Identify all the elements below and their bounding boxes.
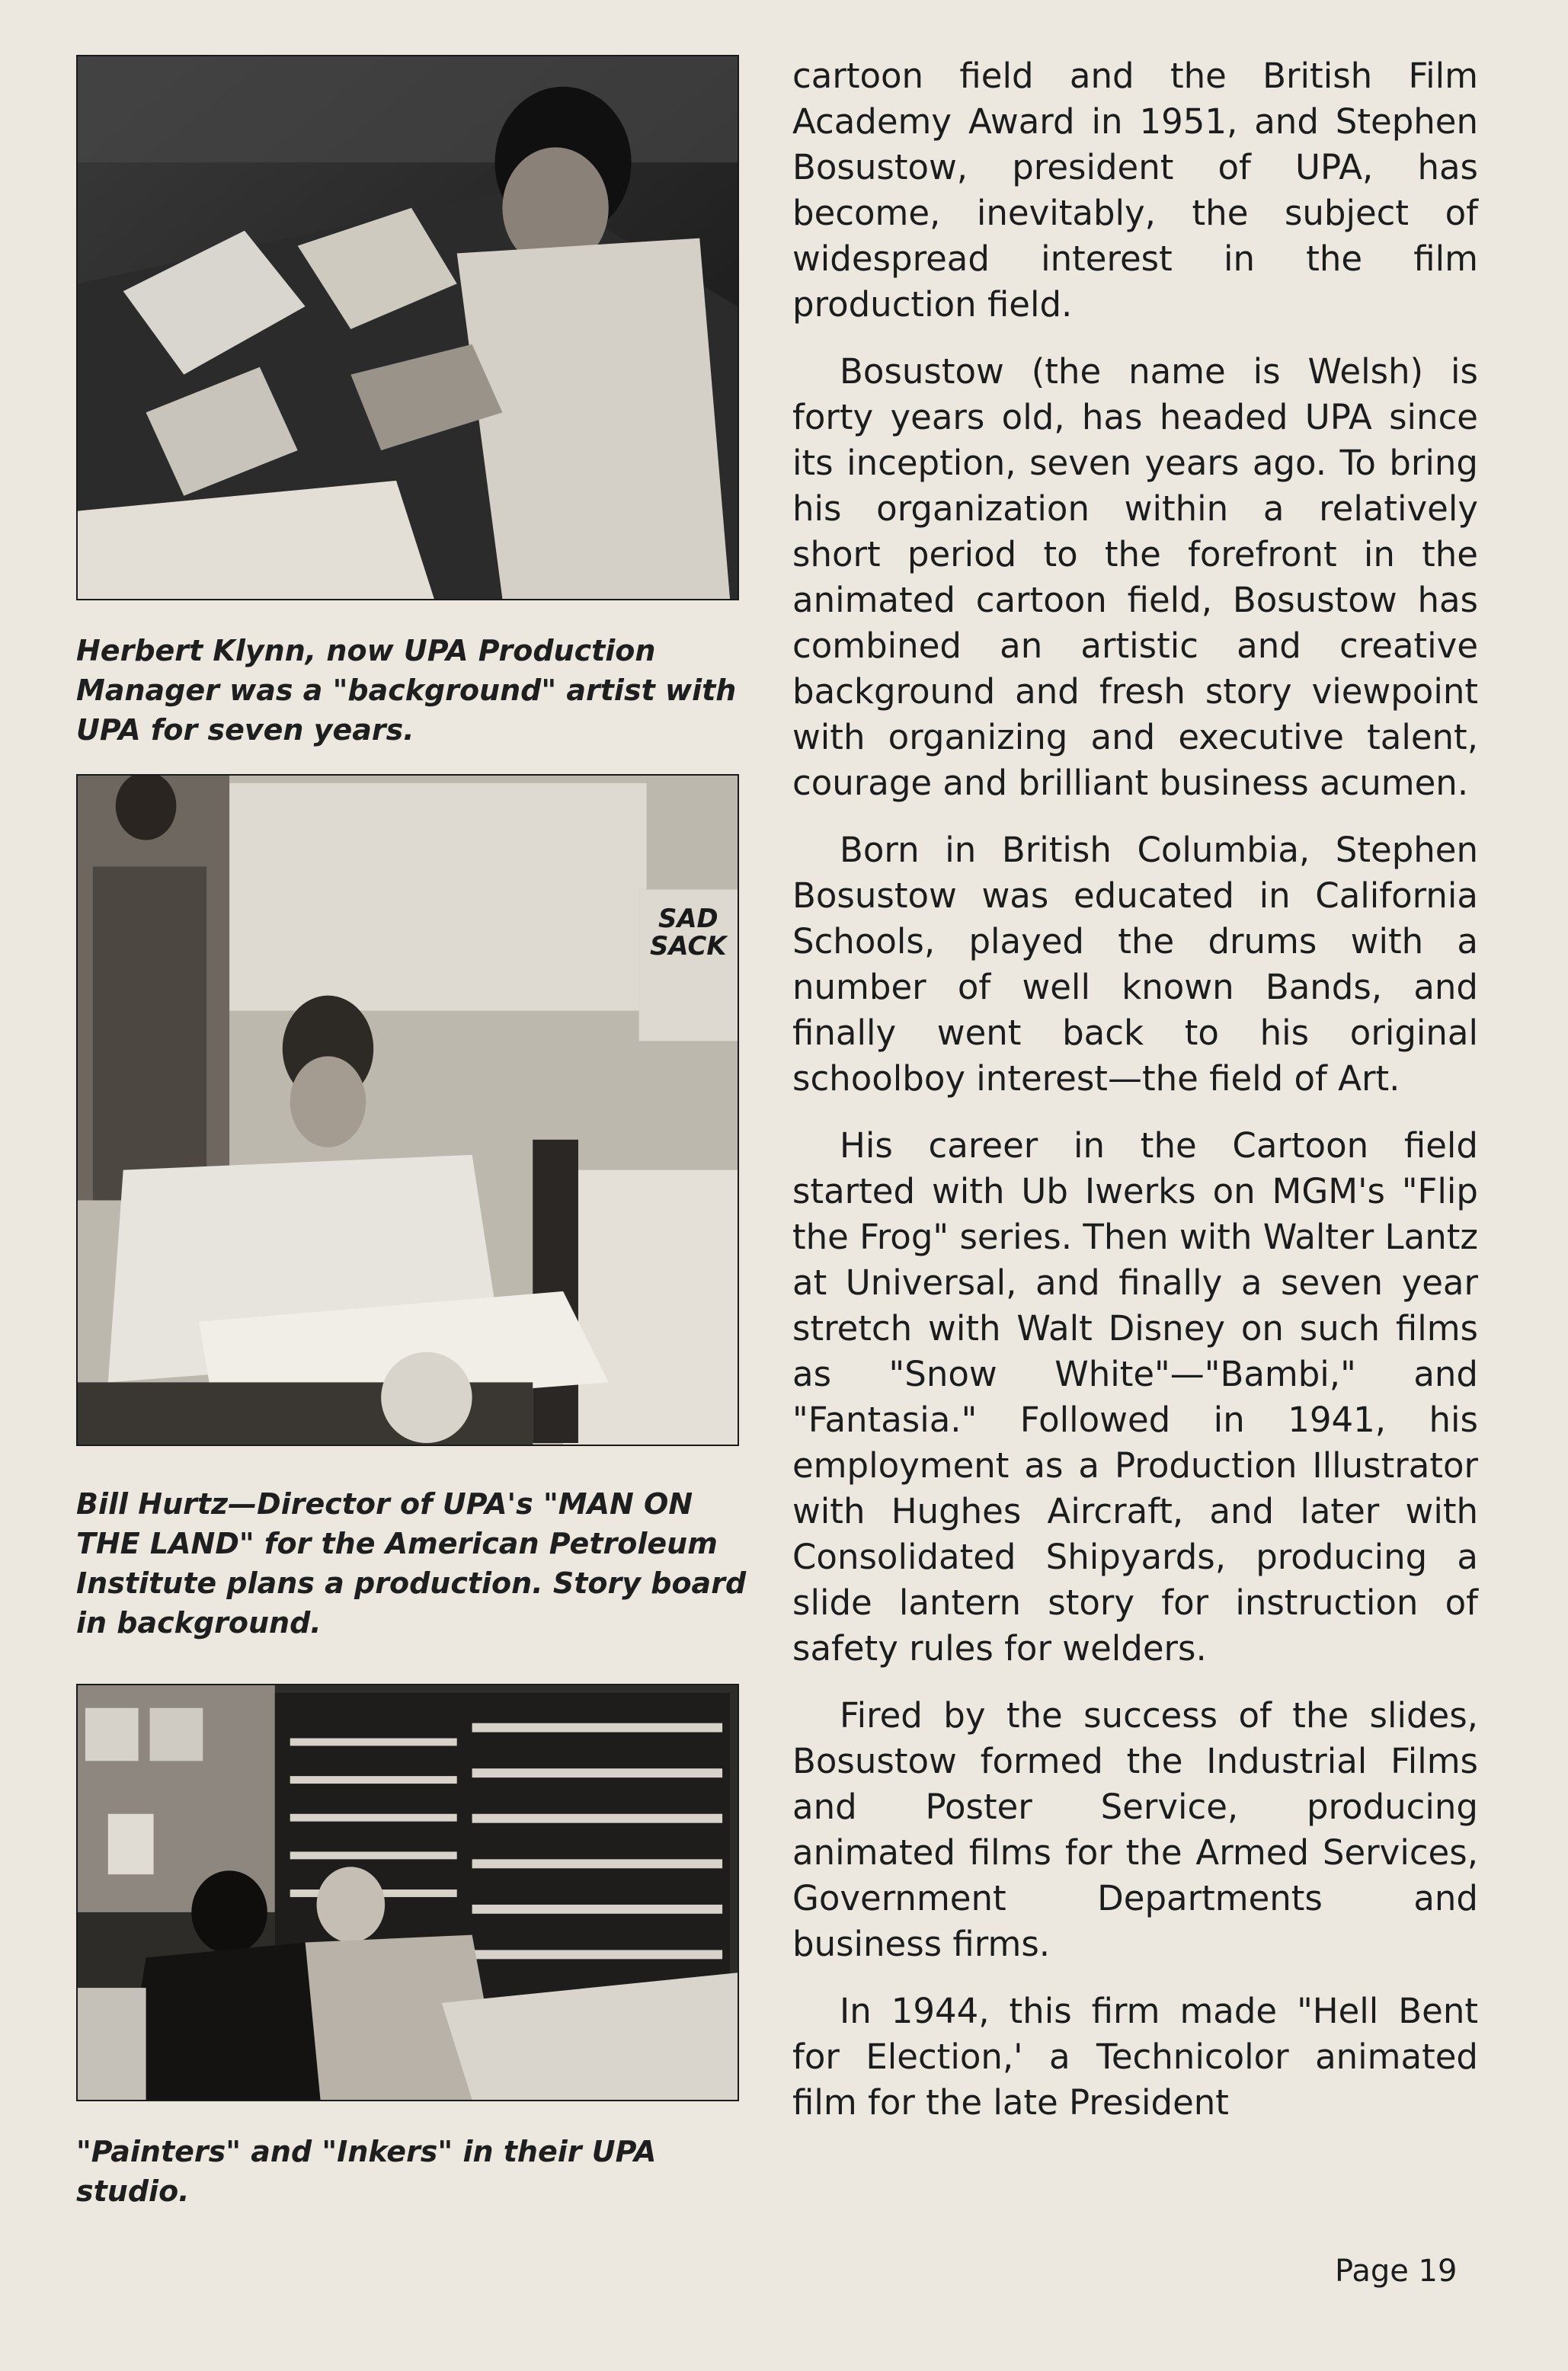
caption-bill-hurtz: Bill Hurtz—Director of UPA's "MAN ON THE LAND" for the American Petroleum Institute plans a production. Story board in background. [76,1487,747,1640]
article-paragraph: cartoon field and the British Film Academy Award in 1951, and Stephen Bosustow, president of UPA, has become, inevitably, the subject of widespread interest in the film production field. [792,56,1478,325]
photo-herbert-klynn [76,55,739,600]
photo-2-image [78,776,738,1445]
article-paragraph: His career in the Cartoon field started with Ub Iwerks on MGM's "Flip the Frog" series. Then with Walter Lantz at Universal, and finally a seven year stretch with Walt Disney on such films as "Snow White"—"Bambi," and "Fantasia." Followed in 1941, his employment as a Production Illustrator with Hughes Aircraft, and later with Consolidated Shipyards, producing a slide lantern story for instruction of safety rules for welders. [792,1125,1478,1669]
sad-sack-sign-line-2: SACK [650,930,727,961]
article-paragraph: Born in British Columbia, Stephen Bosustow was educated in California Schools, played the drums with a number of well known Bands, and finally went back to his original schoolboy interest—the field of Art. [792,830,1478,1099]
photo-3-image [78,1685,738,2100]
photo-painters-inkers [76,1684,739,2101]
article-paragraph: In 1944, this firm made "Hell Bent for Election,' a Technicolor animated film for the late President [792,1991,1478,2123]
page-number: Page 19 [1335,2254,1458,2289]
photo-bill-hurtz [76,774,739,1446]
article-paragraph: Bosustow (the name is Welsh) is forty years old, has headed UPA since its inception, seven years ago. To bring his organization within a relatively short period to the forefront in the animated cartoon field, Bosustow has combined an artistic and creative background and fresh story viewpoint with organizing and executive talent, courage and brilliant business acumen. [792,351,1478,803]
photo-1-image [78,56,738,599]
article-paragraph: Fired by the success of the slides, Bosustow formed the Industrial Films and Poster Service, producing animated films for the Armed Services, Government Departments and business firms. [792,1695,1478,1964]
article-body [792,53,1478,2147]
caption-painters-inkers: "Painters" and "Inkers" in their UPA studio. [76,2135,657,2208]
caption-herbert-klynn: Herbert Klynn, now UPA Production Manager was a "background" artist with UPA for seven years. [76,634,737,747]
sad-sack-sign-line-1: SAD [658,904,718,934]
